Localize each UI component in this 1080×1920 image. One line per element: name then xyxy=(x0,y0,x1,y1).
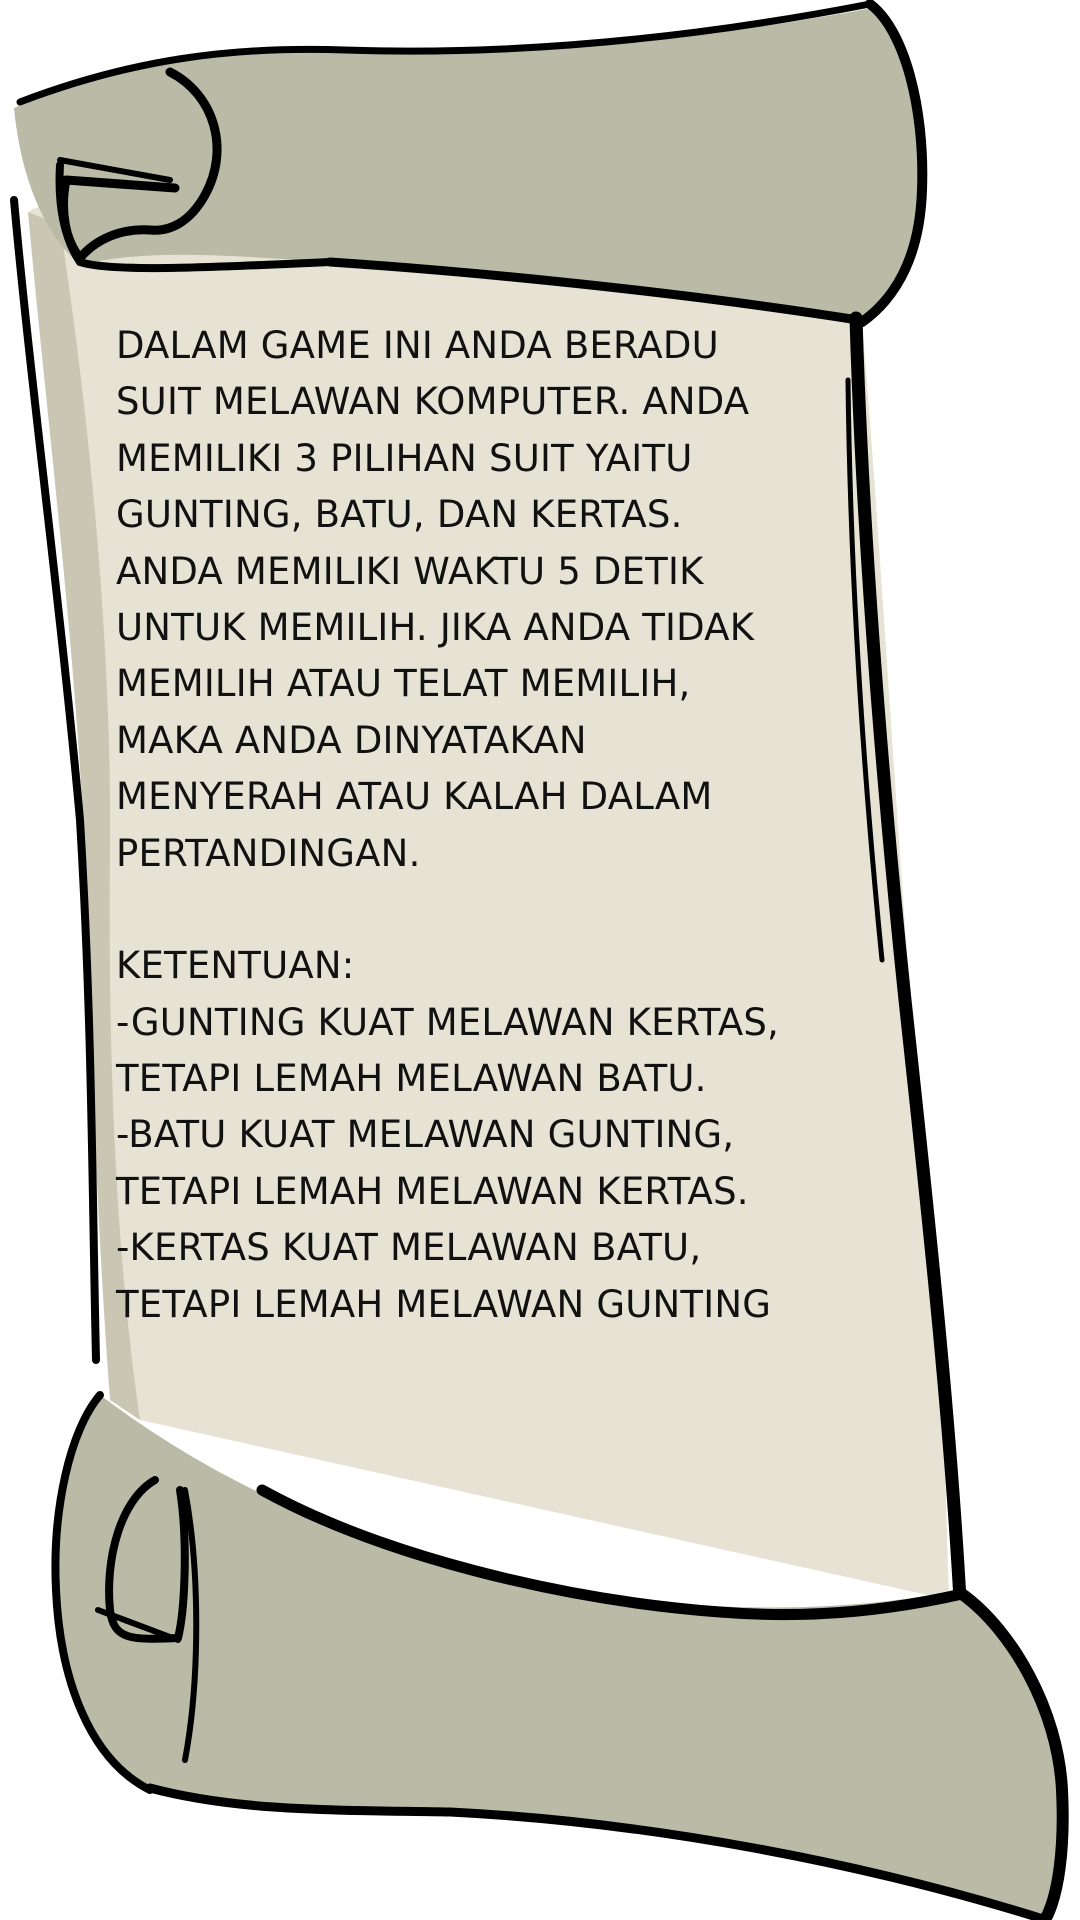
rule-line: -BATU KUAT MELAWAN GUNTING, xyxy=(116,1113,735,1157)
rule-line: -KERTAS KUAT MELAWAN BATU, xyxy=(116,1226,702,1270)
intro-line: MAKA ANDA DINYATAKAN xyxy=(116,718,587,762)
paragraph-gap xyxy=(116,882,876,938)
intro-line: MEMILIH ATAU TELAT MEMILIH, xyxy=(116,662,691,706)
intro-line: ANDA MEMILIKI WAKTU 5 DETIK xyxy=(116,549,704,593)
intro-line: SUIT MELAWAN KOMPUTER. ANDA xyxy=(116,380,750,424)
intro-line: MENYERAH ATAU KALAH DALAM xyxy=(116,775,713,819)
intro-line: UNTUK MEMILIH. JIKA ANDA TIDAK xyxy=(116,605,755,649)
rule-line: TETAPI LEMAH MELAWAN KERTAS. xyxy=(116,1169,749,1213)
instructions-text xyxy=(116,318,876,1333)
intro-line: GUNTING, BATU, DAN KERTAS. xyxy=(116,493,683,537)
intro-line: MEMILIKI 3 PILIHAN SUIT YAITU xyxy=(116,436,693,480)
rules-heading: KETENTUAN: xyxy=(116,944,355,988)
rule-line: TETAPI LEMAH MELAWAN BATU. xyxy=(116,1057,707,1101)
rule-line: TETAPI LEMAH MELAWAN GUNTING xyxy=(116,1282,772,1326)
intro-line: DALAM GAME INI ANDA BERADU xyxy=(116,324,719,367)
rule-line: -GUNTING KUAT MELAWAN KERTAS, xyxy=(116,1000,780,1044)
intro-line: PERTANDINGAN. xyxy=(116,831,421,875)
